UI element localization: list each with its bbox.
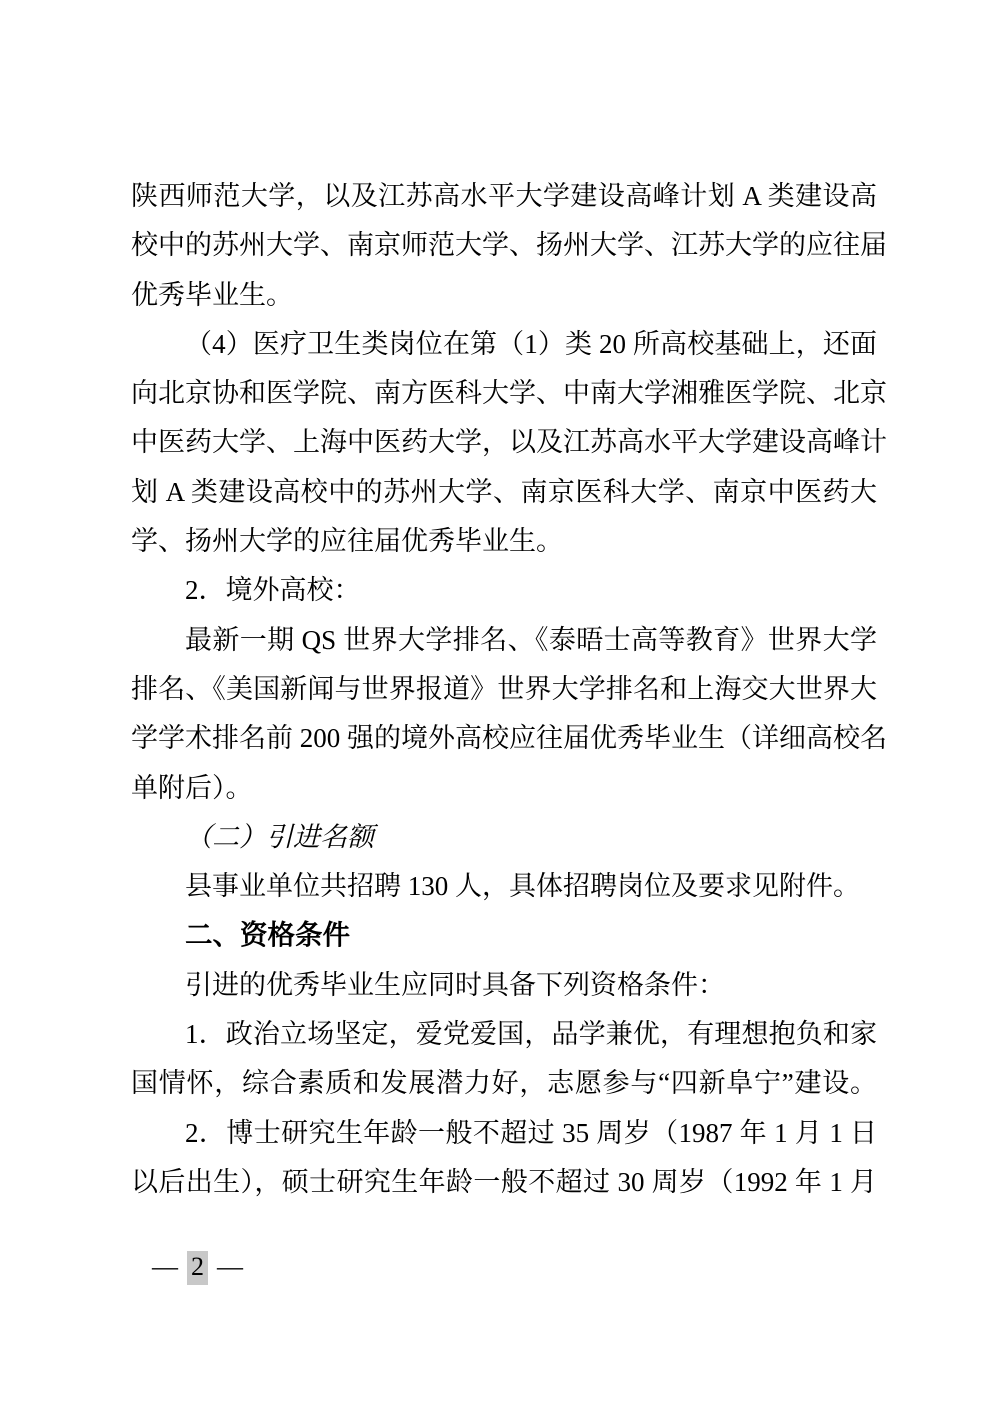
text-line: 校中的苏州大学、南京师范大学、扬州大学、江苏大学的应往届 xyxy=(131,230,887,261)
text-line: （二）引进名额 xyxy=(185,821,374,852)
text-line: 学、扬州大学的应往届优秀毕业生。 xyxy=(131,526,563,557)
footer-right-dash: — xyxy=(217,1252,243,1281)
text-line: 学学术排名前 200 强的境外高校应往届优秀毕业生（详细高校名 xyxy=(131,723,887,754)
text-line: 国情怀，综合素质和发展潜力好，志愿参与“四新阜宁”建设。 xyxy=(131,1068,877,1099)
text-line: 以后出生），硕士研究生年龄一般不超过 30 周岁（1992 年 1 月 xyxy=(131,1166,877,1197)
text-line: 引进的优秀毕业生应同时具备下列资格条件： xyxy=(185,969,725,1000)
text-line: 中医药大学、上海中医药大学，以及江苏高水平大学建设高峰计 xyxy=(131,427,887,458)
text-line: 2．境外高校： xyxy=(185,575,361,606)
text-line: 1．政治立场坚定，爱党爱国，品学兼优，有理想抱负和家 xyxy=(185,1019,877,1050)
footer-left-dash: — xyxy=(152,1252,178,1281)
text-line: 2．博士研究生年龄一般不超过 35 周岁（1987 年 1 月 1 日 xyxy=(185,1117,877,1148)
page-footer xyxy=(152,1247,243,1287)
page-number: 2 xyxy=(187,1251,208,1285)
text-line: 二、资格条件 xyxy=(185,919,350,952)
text-line: 县事业单位共招聘 130 人，具体招聘岗位及要求见附件。 xyxy=(185,871,860,902)
text-line: 向北京协和医学院、南方医科大学、中南大学湘雅医学院、北京 xyxy=(131,378,887,409)
text-line: 排名、《美国新闻与世界报道》世界大学排名和上海交大世界大 xyxy=(131,673,877,704)
text-line: 单附后）。 xyxy=(131,772,253,803)
text-line: 划 A 类建设高校中的苏州大学、南京医科大学、南京中医药大 xyxy=(131,476,877,507)
text-line: 优秀毕业生。 xyxy=(131,279,293,310)
text-line: 陕西师范大学，以及江苏高水平大学建设高峰计划 A 类建设高 xyxy=(131,181,877,211)
text-line: （4）医疗卫生类岗位在第（1）类 20 所高校基础上，还面 xyxy=(185,328,877,359)
text-lines xyxy=(131,172,887,1207)
text-line: 最新一期 QS 世界大学排名、《泰晤士高等教育》世界大学 xyxy=(185,624,877,655)
